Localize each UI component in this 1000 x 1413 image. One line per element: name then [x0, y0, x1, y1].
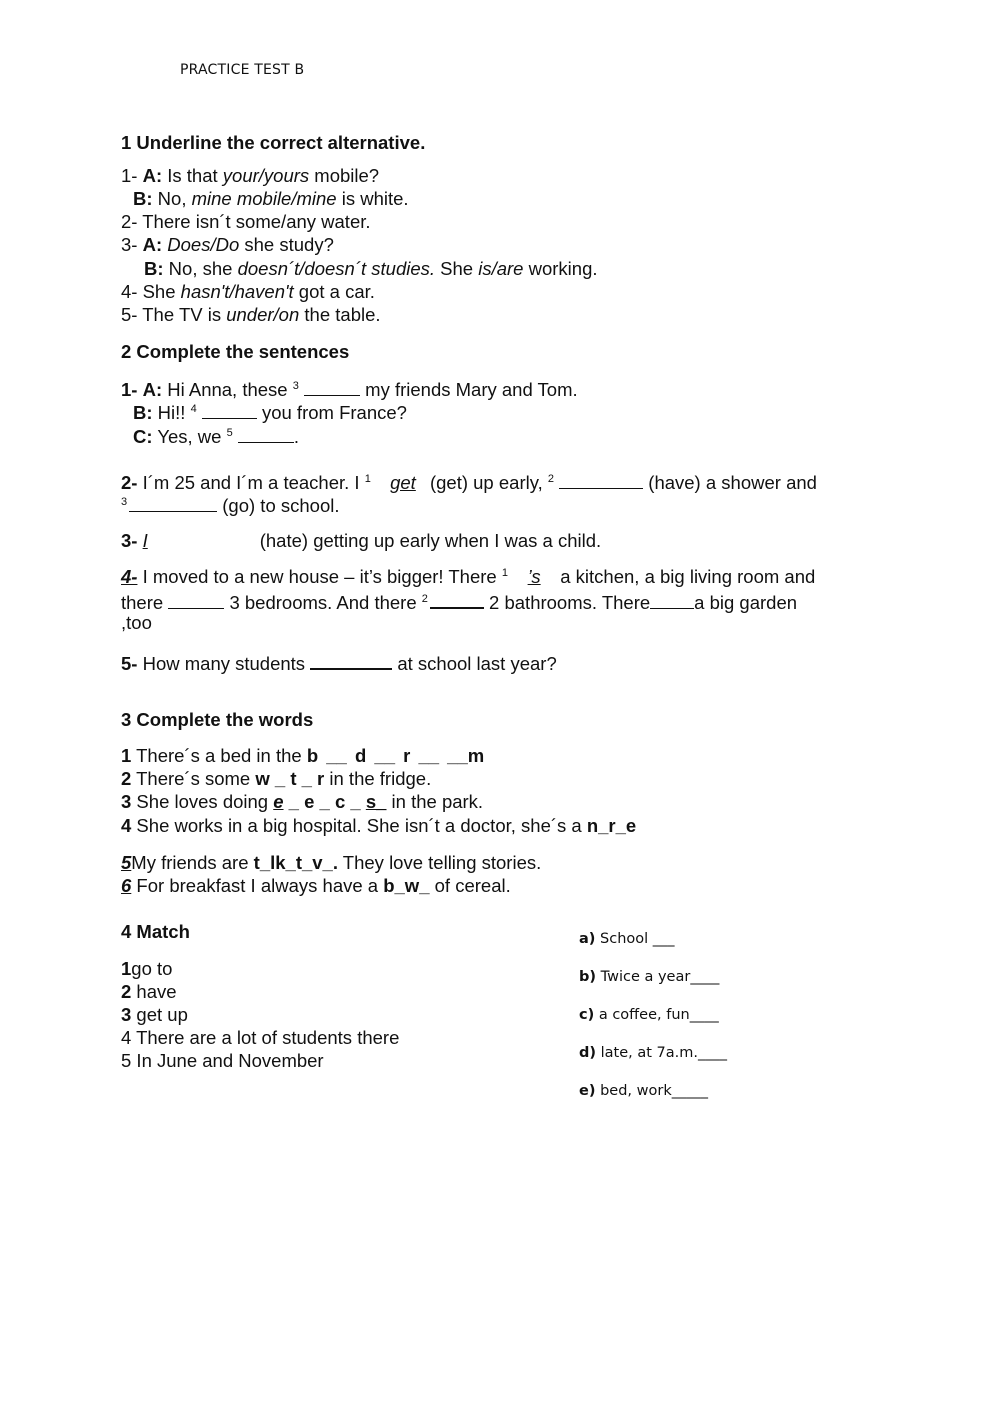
s2-q2-line-2: $^3$ (go) to school.: [121, 495, 340, 516]
s2-q4-line-1: 4- I moved to a new house – it’s bigger! There $^1$ ’s a kitchen, a big living room and: [121, 566, 816, 587]
s2-q1-line-c: C: Yes, we $^5$ .: [133, 426, 299, 447]
answer-field-bathrooms[interactable]: [430, 589, 484, 609]
s3-word-3: 3 She loves doing e _ e _ c _ s_ in the park.: [121, 791, 484, 812]
match-right-c[interactable]: c) a coffee, fun____: [579, 1007, 719, 1023]
option-is-are[interactable]: is/are: [478, 258, 524, 279]
s1-item-1b: B: No, mine mobile/mine is white.: [133, 188, 409, 209]
s3-word-4: 4 She works in a big hospital. She isn´t a doctor, she´s a n_r_e: [121, 815, 637, 836]
s2-q4-line-3: ,too: [121, 612, 152, 633]
match-left-1[interactable]: 1go to: [121, 958, 173, 979]
missing-letters-bowl[interactable]: b_w_: [383, 875, 430, 896]
answer-field-hate[interactable]: I: [142, 530, 148, 551]
match-right-a[interactable]: a) School ___: [579, 931, 675, 947]
option-your-yours[interactable]: your/yours: [222, 165, 310, 186]
answer-field-there-is[interactable]: ’s: [527, 566, 541, 587]
answer-field-5[interactable]: [238, 424, 294, 443]
answer-field-are[interactable]: [168, 590, 224, 609]
match-right-b[interactable]: b) Twice a year____: [579, 969, 720, 985]
s2-q1-line-b: B: Hi!! $^4$ you from France?: [133, 402, 407, 423]
s1-item-4: 4- She hasn't/haven't got a car.: [121, 281, 375, 302]
s3-word-6: 6 For breakfast I always have a b_w_ of cereal.: [121, 875, 511, 896]
answer-field-go[interactable]: [129, 493, 217, 512]
s3-word-2: 2 There´s some w _ t _ r in the fridge.: [121, 768, 432, 789]
s1-item-2[interactable]: 2- There isn´t some/any water.: [121, 211, 371, 232]
s3-word-5: 5My friends are t_lk_t_v_. They love telling stories.: [121, 852, 542, 873]
section-2-heading: 2 Complete the sentences: [121, 341, 350, 362]
s1-item-1a: 1- A: Is that your/yours mobile?: [121, 165, 380, 186]
s1-item-3a: 3- A: Does/Do she study?: [121, 234, 334, 255]
match-right-d[interactable]: d) late, at 7a.m.____: [579, 1045, 727, 1061]
s2-q3: 3- I (hate) getting up early when I was a child.: [121, 530, 602, 551]
s1-item-3b: B: No, she doesn´t/doesn´t studies. She is/are working.: [144, 258, 598, 279]
option-mine-mobile[interactable]: mine mobile/mine: [191, 188, 337, 209]
missing-letters-water[interactable]: w _ t _ r: [255, 768, 325, 789]
match-left-3[interactable]: 3 get up: [121, 1004, 188, 1025]
answer-field-3[interactable]: [304, 377, 360, 396]
section-3-heading: 3 Complete the words: [121, 709, 314, 730]
s2-q4-line-2: there 3 bedrooms. And there $^2$ 2 bathrooms. There a big garden: [121, 589, 797, 614]
section-1-heading: 1 Underline the correct alternative.: [121, 132, 426, 153]
s3-word-1: 1 There´s a bed in the b __ d __ r __ __m: [121, 745, 485, 766]
s2-q5: 5- How many students at school last year?: [121, 650, 557, 675]
answer-field-students[interactable]: [310, 650, 392, 670]
answer-field-have[interactable]: [559, 470, 643, 489]
s1-item-5: 5- The TV is under/on the table.: [121, 304, 381, 325]
match-left-4[interactable]: 4 There are a lot of students there: [121, 1027, 400, 1048]
missing-letters-talkative[interactable]: t_lk_t_v_.: [253, 852, 338, 873]
option-under-on[interactable]: under/on: [226, 304, 300, 325]
answer-field-get[interactable]: get: [390, 472, 416, 493]
missing-letters-bedroom[interactable]: b __ d __ r __ __m: [306, 745, 485, 766]
option-does-do[interactable]: Does/Do: [167, 234, 240, 255]
page-header-title: PRACTICE TEST B: [180, 62, 305, 78]
answer-field-garden[interactable]: [650, 590, 694, 609]
missing-letters-nurse[interactable]: n_r_e: [586, 815, 637, 836]
s2-q2-line-1: 2- I´m 25 and I´m a teacher. I $^1$ get (get) up early, $^2$ (have) a shower and: [121, 472, 817, 493]
missing-letters-exercise[interactable]: e _ e _ c _ s_: [273, 791, 387, 812]
section-4-heading: 4 Match: [121, 921, 190, 942]
match-left-2[interactable]: 2 have: [121, 981, 177, 1002]
match-left-5[interactable]: 5 In June and November: [121, 1050, 324, 1071]
s2-q1-line-a: 1- A: Hi Anna, these $^3$ my friends Mary and Tom.: [121, 379, 578, 400]
option-hasnt-havent[interactable]: hasn't/haven't: [180, 281, 294, 302]
option-doesnt[interactable]: doesn´t/doesn´t studies.: [237, 258, 436, 279]
answer-field-4[interactable]: [202, 400, 257, 419]
match-right-e[interactable]: e) bed, work_____: [579, 1083, 708, 1099]
